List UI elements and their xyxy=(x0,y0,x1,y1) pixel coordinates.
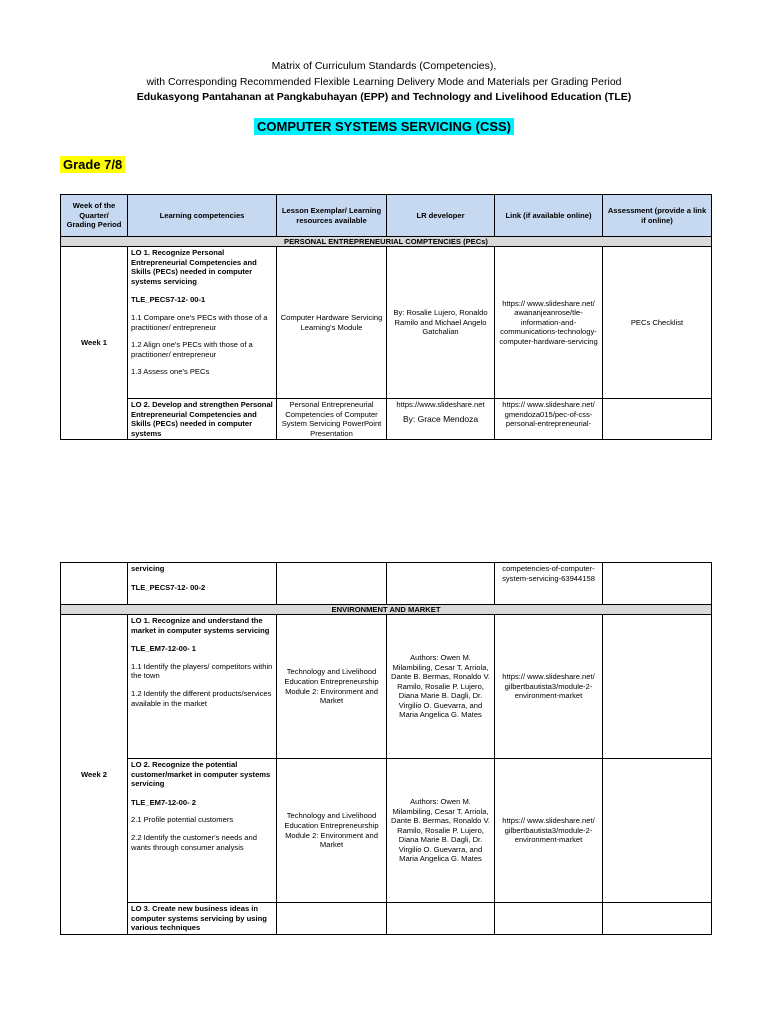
lo-title: LO 2. Develop and strengthen Personal Entrepreneurial Competencies and Skills (PECs) needed in computer systems xyxy=(131,400,273,438)
developer-cell: By: Rosalie Lujero, Ronaldo Ramilo and Michael Angelo Gatchalian xyxy=(387,247,495,399)
table-row xyxy=(61,759,712,903)
section-label: ENVIRONMENT AND MARKET xyxy=(61,605,712,615)
competency-item: 1.2 Identify the different products/services available in the market xyxy=(131,688,272,708)
competency-item: 2.2 Identify the customer's needs and wants through consumer analysis xyxy=(131,832,257,852)
grade-label: Grade 7/8 xyxy=(60,156,125,173)
link-cell[interactable]: https:// www.slideshare.net/ gmendoza015/pec-of-css-personal-entrepreneurial- xyxy=(495,399,603,440)
week-cell: Week 2 xyxy=(61,615,128,935)
col-header-assessment: Assessment (provide a link if online) xyxy=(603,195,712,237)
developer-name: By: Grace Mendoza xyxy=(402,413,479,424)
curriculum-table-page-2 xyxy=(60,562,712,935)
link-cell xyxy=(495,903,603,935)
competency-item: 1.2 Align one's PECs with those of a practitioner/ entrepreneur xyxy=(131,340,253,359)
table-row xyxy=(61,903,712,935)
competency-code: TLE_EM7-12-00- 1 xyxy=(131,644,196,654)
link-cell[interactable]: competencies-of-computer-system-servicing-63944158 xyxy=(495,563,603,605)
table-row xyxy=(61,399,712,440)
competency-item: 1.3 Assess one's PECs xyxy=(131,367,210,377)
developer-cell xyxy=(387,399,495,440)
competency-item: 1.1 Compare one's PECs with those of a practitioner/ entrepreneur xyxy=(131,312,268,332)
assessment-cell xyxy=(603,399,712,440)
section-row-pecs xyxy=(61,237,712,247)
competency-code: TLE_EM7-12-00- 2 xyxy=(131,797,196,807)
lesson-cell xyxy=(277,903,387,935)
competency-cell xyxy=(128,399,277,440)
assessment-cell xyxy=(603,903,712,935)
assessment-cell xyxy=(603,615,712,759)
table-row xyxy=(61,247,712,399)
section-row-environment xyxy=(61,605,712,615)
lo-title: LO 1. Recognize Personal Entrepreneurial Competencies and Skills (PECs) needed in computer systems servicing xyxy=(131,248,257,286)
matrix-title-line: Matrix of Curriculum Standards (Competencies), xyxy=(271,60,497,72)
subject-line: Edukasyong Pantahanan at Pangkabuhayan (EPP) and Technology and Livelihood Education (TLE) xyxy=(136,91,632,103)
col-header-link: Link (if available online) xyxy=(495,195,603,237)
col-header-developer: LR developer xyxy=(387,195,495,237)
assessment-cell xyxy=(603,759,712,903)
lesson-cell: Technology and Livelihood Education Entrepreneurship Module 2: Environment and Market xyxy=(277,615,387,759)
lo-title: LO 2. Recognize the potential customer/market in computer systems servicing xyxy=(131,760,271,789)
competency-item: 2.1 Profile potential customers xyxy=(131,815,234,825)
link-cell[interactable]: https:// www.slideshare.net/ gilbertbautista3/module-2-environment-market xyxy=(495,615,603,759)
developer-cell xyxy=(387,903,495,935)
competency-cell xyxy=(128,903,277,935)
assessment-cell: PECs Checklist xyxy=(603,247,712,399)
lesson-cell: Personal Entrepreneurial Competencies of Computer System Servicing PowerPoint Presentation xyxy=(277,399,387,440)
link-cell[interactable]: https:// www.slideshare.net/ awananjeanrose/tle-information-and-communications-technology-computer-hardware-servicing xyxy=(495,247,603,399)
lesson-cell xyxy=(277,563,387,605)
lesson-cell: Technology and Livelihood Education Entrepreneurship Module 2: Environment and Market xyxy=(277,759,387,903)
assessment-cell xyxy=(603,563,712,605)
curriculum-table-page-1 xyxy=(60,194,712,440)
competency-cell xyxy=(128,759,277,903)
col-header-lesson: Lesson Exemplar/ Learning resources available xyxy=(277,195,387,237)
competency-code: TLE_PECS7-12- 00-1 xyxy=(131,295,206,305)
lo-title: LO 3. Create new business ideas in computer systems servicing by using various techniques xyxy=(131,904,267,933)
developer-cell: Authors: Owen M. Milambiling, Cesar T. Arriola, Dante B. Bermas, Ronaldo V. Ramilo, Rosalie P. Lujero, Diana Marie B. Dagli, Dr. Virgilio O. Guevarra, and Maria Angelica G. Mates xyxy=(387,759,495,903)
col-header-week: Week of the Quarter/ Grading Period xyxy=(61,195,128,237)
competency-cell xyxy=(128,247,277,399)
link-cell[interactable]: https:// www.slideshare.net/ gilbertbautista3/module-2-environment-market xyxy=(495,759,603,903)
lo-title: servicing xyxy=(131,564,165,573)
developer-url[interactable]: https://www.slideshare.net xyxy=(396,400,485,409)
lo-title: LO 1. Recognize and understand the market in computer systems servicing xyxy=(131,616,270,635)
developer-cell xyxy=(387,563,495,605)
competency-cell xyxy=(128,615,277,759)
week-cell: Week 1 xyxy=(61,247,128,440)
developer-cell: Authors: Owen M. Milambiling, Cesar T. Arriola, Dante B. Bermas, Ronaldo V. Ramilo, Rosalie P. Lujero, Diana Marie B. Dagli, Dr. Virgilio O. Guevarra, and Maria Angelica G. Mates xyxy=(387,615,495,759)
matrix-subtitle-line: with Corresponding Recommended Flexible Learning Delivery Mode and Materials per Grading Period xyxy=(146,76,622,88)
week-cell xyxy=(61,563,128,605)
table-row xyxy=(61,615,712,759)
table-row xyxy=(61,563,712,605)
section-label: PERSONAL ENTREPRENEURIAL COMPTENCIES (PECs) xyxy=(61,237,712,247)
competency-code: TLE_PECS7-12- 00-2 xyxy=(131,582,206,592)
col-header-competencies: Learning competencies xyxy=(128,195,277,237)
competency-cell xyxy=(128,563,277,605)
lesson-cell: Computer Hardware Servicing Learning's Module xyxy=(277,247,387,399)
competency-item: 1.1 Identify the players/ competitors within the town xyxy=(131,661,273,681)
table-header-row xyxy=(61,195,712,237)
page-title: COMPUTER SYSTEMS SERVICING (CSS) xyxy=(254,118,514,135)
